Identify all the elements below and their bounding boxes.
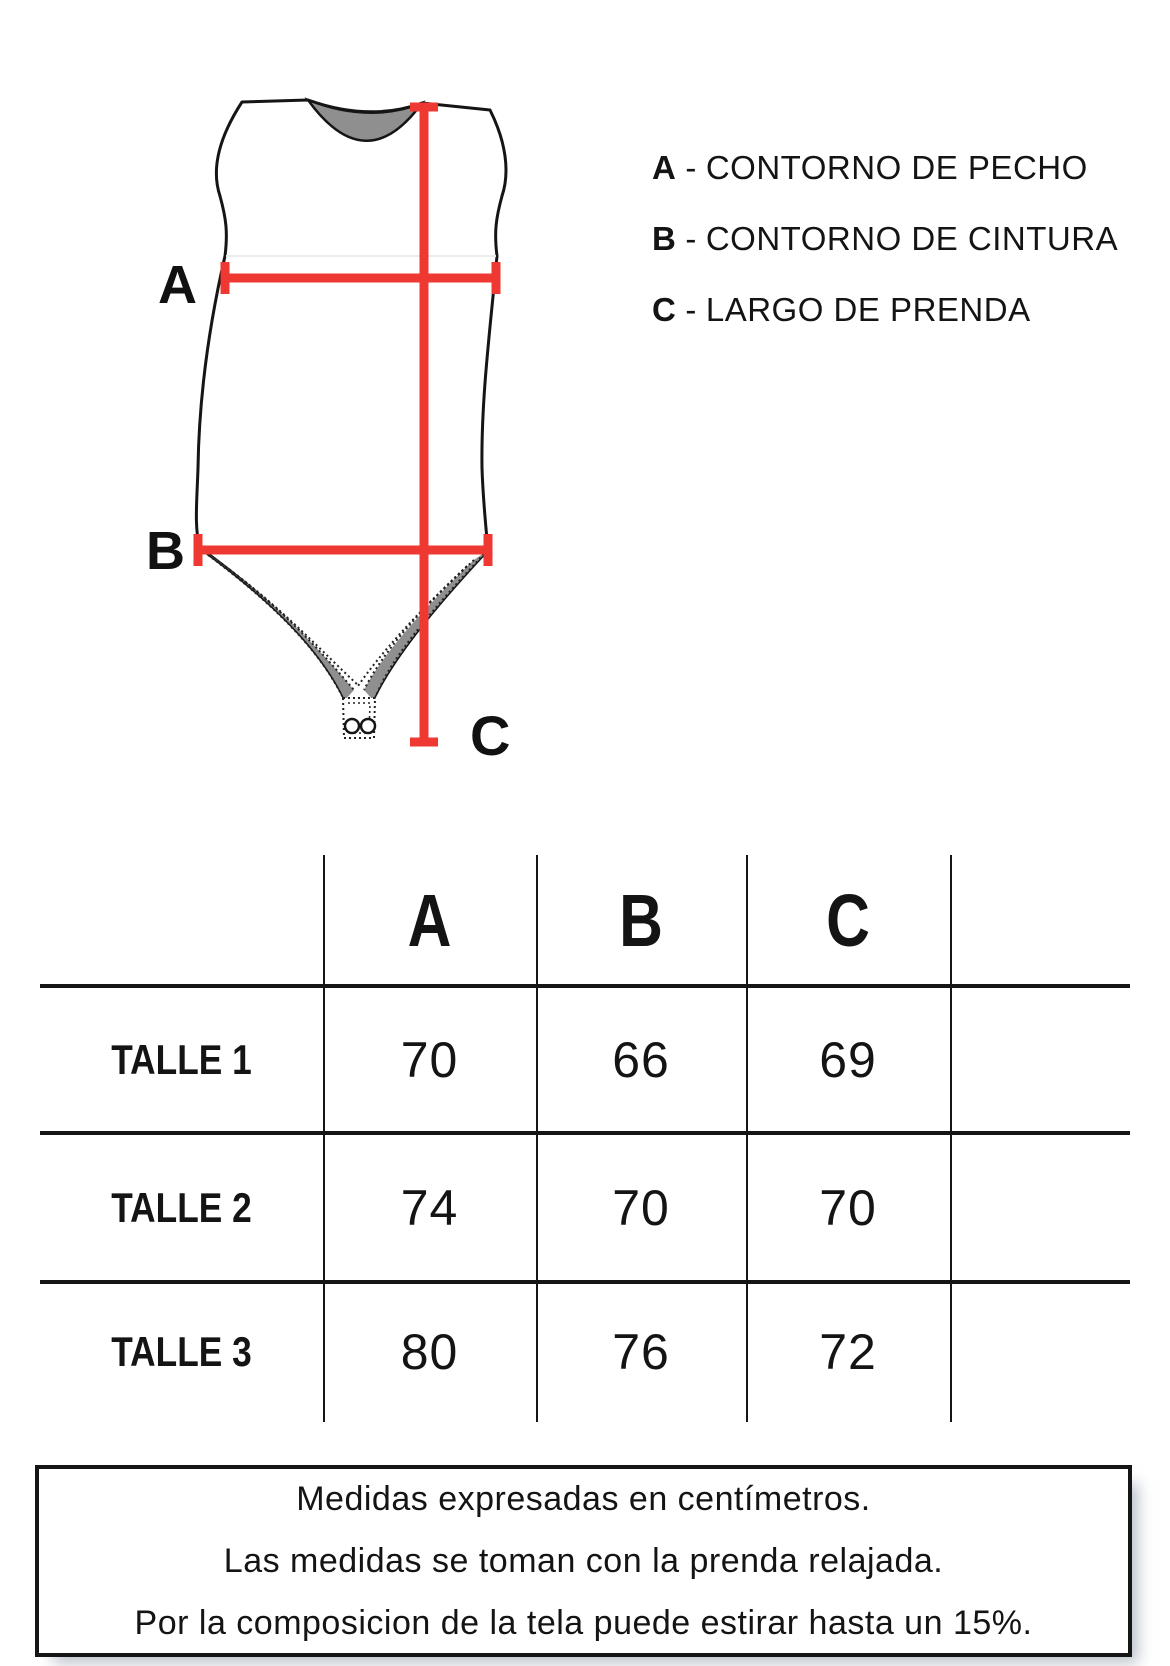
column-header-c: C: [826, 879, 870, 962]
row-label-talle-1: TALLE 1: [111, 1035, 252, 1083]
legend-row-b: [652, 219, 1118, 290]
legend-row-a: [652, 148, 1118, 219]
value-talle1-c: 69: [819, 1031, 877, 1088]
garment-label-b: B: [146, 521, 184, 581]
table-vline-2: [536, 855, 538, 1422]
legend-text-c: LARGO DE PRENDA: [705, 291, 1031, 328]
table-empty-cell: [950, 1133, 1130, 1282]
legend-separator: -: [685, 291, 697, 328]
legend-text-a: CONTORNO DE PECHO: [705, 149, 1088, 186]
value-talle1-a: 70: [400, 1031, 459, 1088]
table-vline-1: [323, 855, 325, 1422]
measurement-legend: [652, 148, 1118, 361]
value-talle3-a: 80: [400, 1324, 459, 1380]
garment-outline: [196, 100, 506, 736]
note-line-1: Medidas expresadas en centímetros.: [296, 1480, 871, 1518]
garment-label-c: C: [470, 704, 510, 767]
value-talle3-c: 72: [819, 1324, 877, 1380]
value-talle2-c: 70: [819, 1179, 877, 1236]
size-table-grid: [40, 855, 1130, 1422]
snap-button-right: [361, 719, 375, 733]
measurement-notes-box: [35, 1465, 1132, 1657]
table-corner-cell: [40, 855, 323, 986]
row-label-talle-2: TALLE 2: [111, 1183, 252, 1231]
value-talle2-a: 74: [400, 1179, 459, 1236]
column-header-a: A: [407, 879, 452, 962]
legend-letter-b: B: [652, 220, 677, 257]
note-line-3: Por la composicion de la tela puede estirar hasta un 15%.: [134, 1604, 1033, 1642]
legend-separator: -: [685, 220, 697, 257]
snap-button-left: [345, 719, 359, 733]
value-talle3-b: 76: [612, 1324, 670, 1380]
legend-letter-c: C: [652, 291, 677, 328]
legend-text-b: CONTORNO DE CINTURA: [705, 220, 1119, 257]
legend-separator: -: [685, 149, 697, 186]
table-vline-3: [746, 855, 748, 1422]
table-vline-4: [950, 855, 952, 1422]
column-header-b: B: [619, 879, 663, 962]
row-label-talle-3: TALLE 3: [111, 1328, 252, 1375]
table-empty-header: [950, 855, 1130, 986]
garment-label-a: A: [158, 255, 196, 315]
legend-letter-a: A: [652, 149, 677, 186]
table-empty-cell: [950, 1282, 1130, 1422]
value-talle2-b: 70: [612, 1179, 670, 1236]
note-line-2: Las medidas se toman con la prenda relajada.: [223, 1542, 944, 1580]
bodysuit-diagram: [130, 80, 550, 760]
value-talle1-b: 66: [612, 1031, 670, 1088]
size-table: [40, 855, 1130, 1422]
table-empty-cell: [950, 986, 1130, 1133]
legend-row-c: [652, 290, 1118, 361]
